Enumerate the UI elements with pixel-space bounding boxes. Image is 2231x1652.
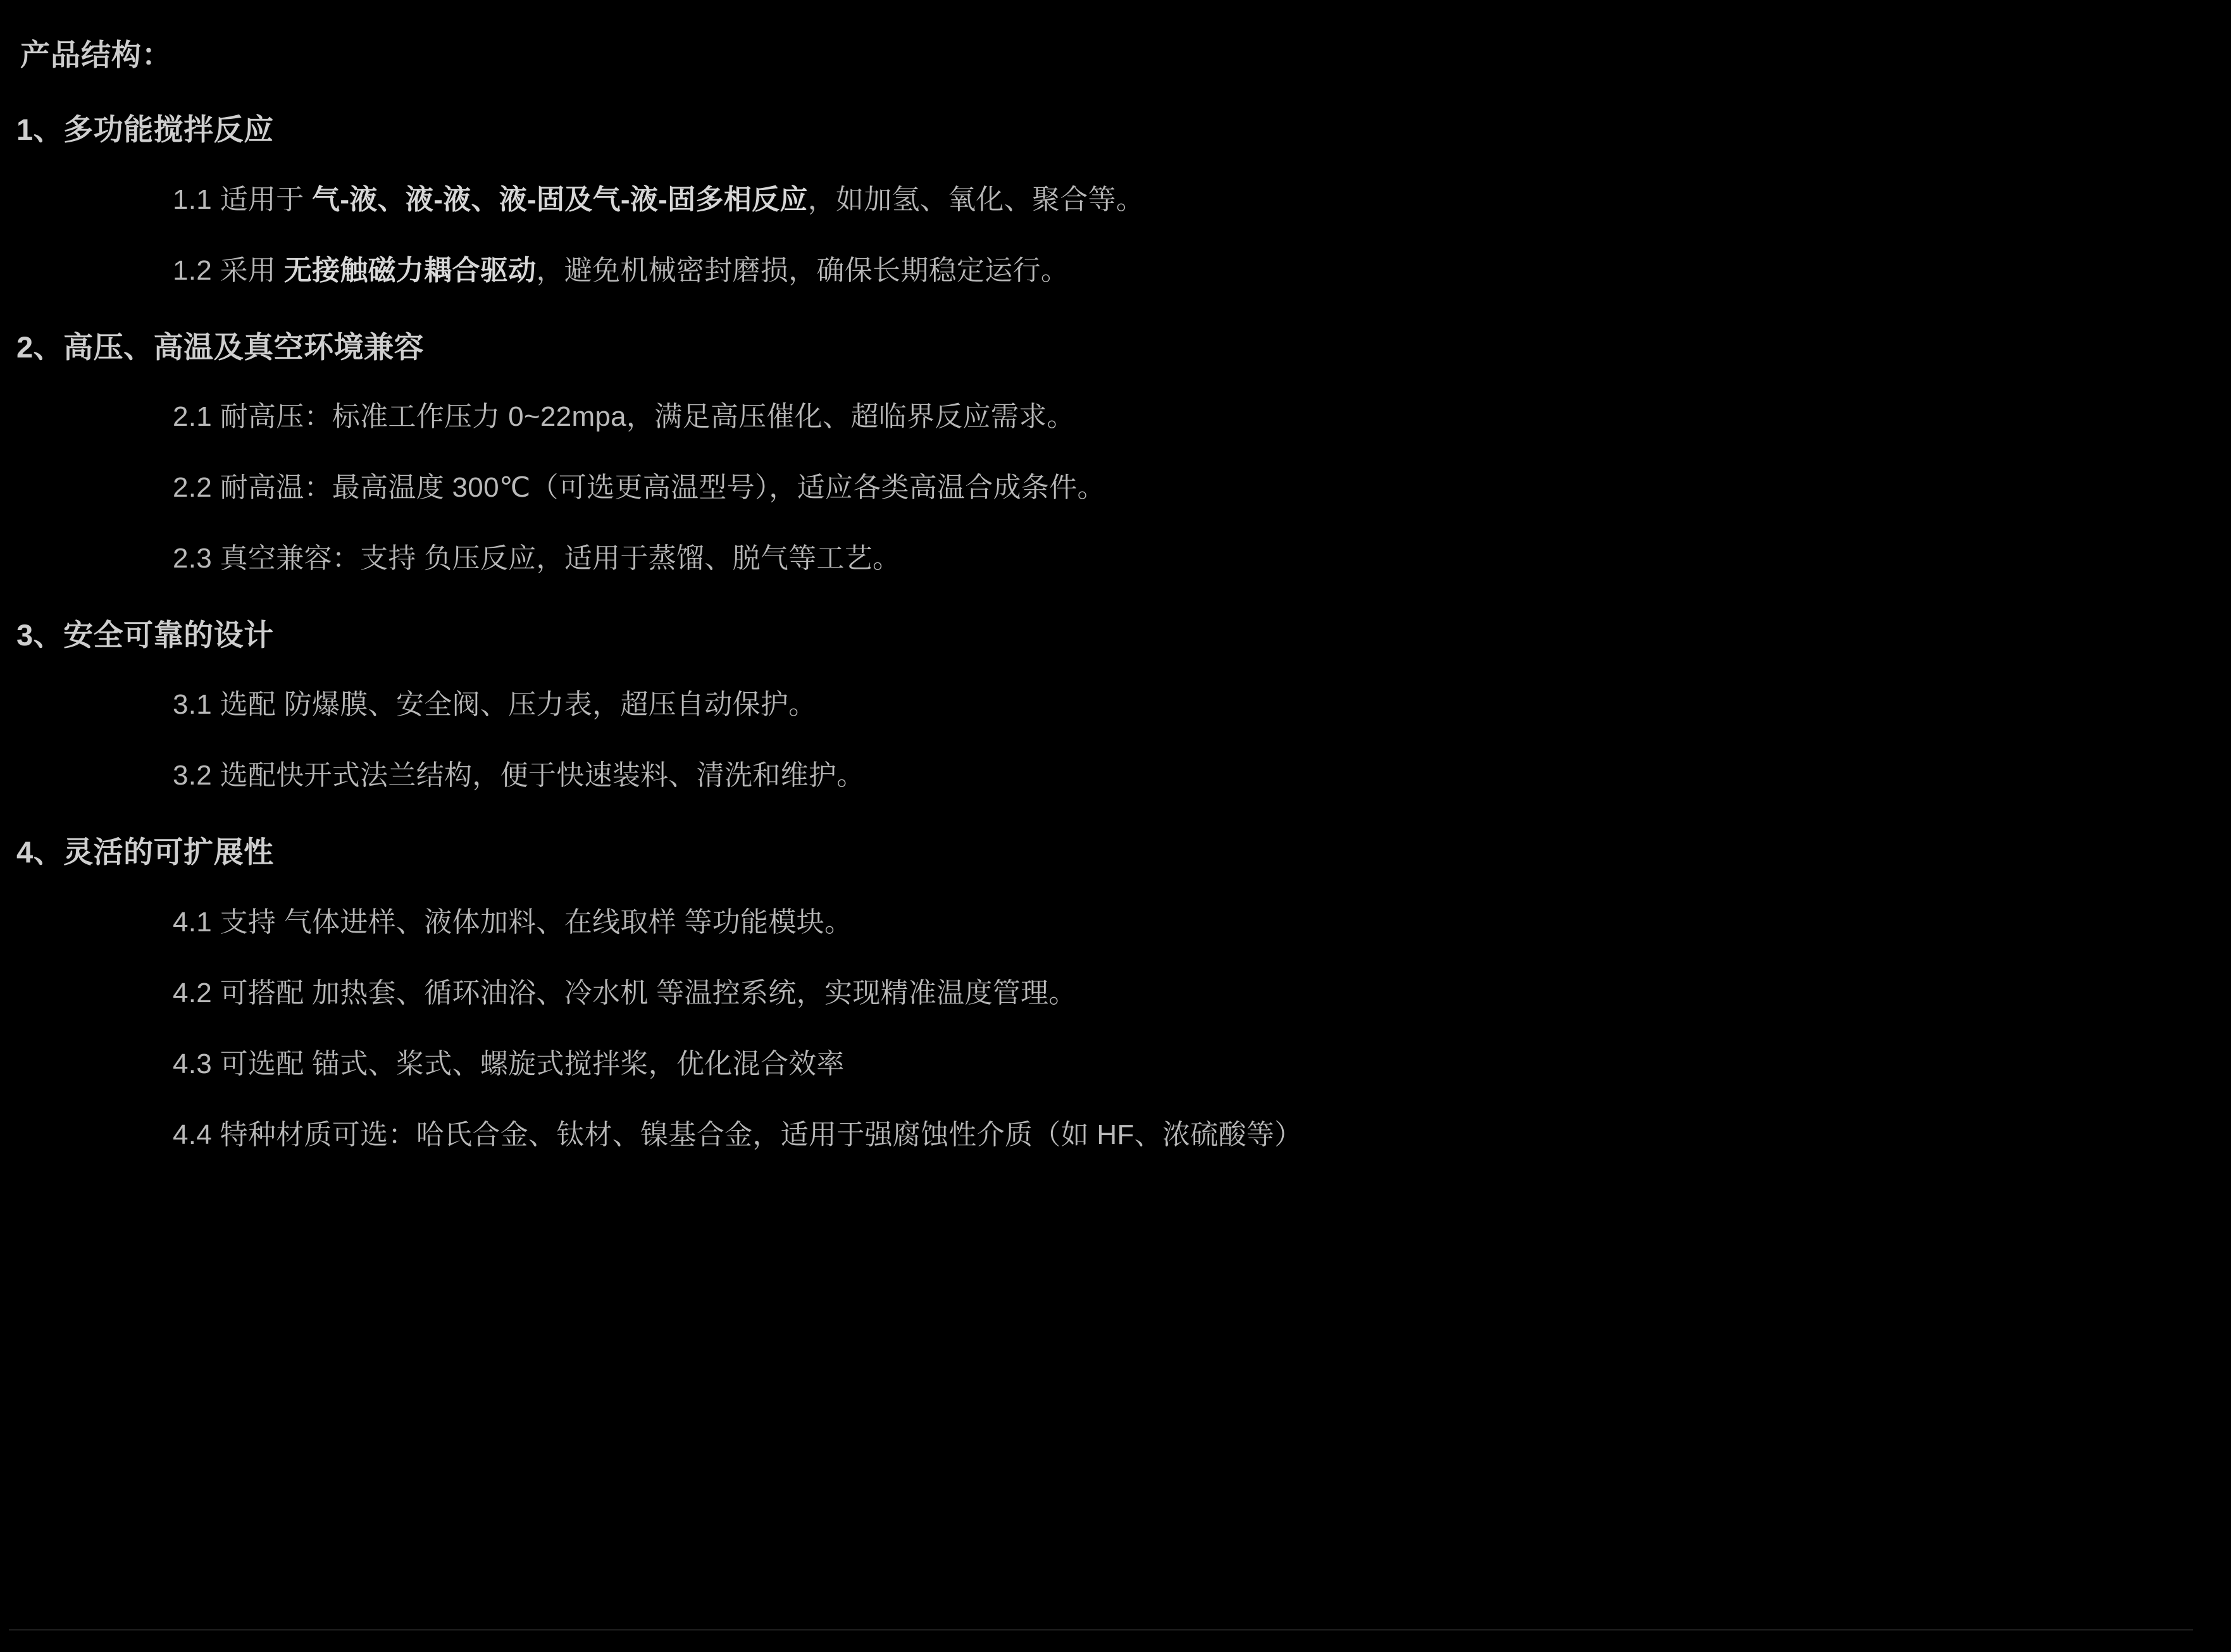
section-heading: 2、高压、高温及真空环境兼容	[16, 330, 425, 364]
item-text: 耐高温：最高温度 300℃（可选更高温型号），适应各类高温合成条件。	[220, 471, 1105, 503]
item-number: 4.4	[173, 1119, 213, 1150]
list-item	[173, 902, 2193, 943]
item-emphasis: 无接触磁力耦合驱动	[283, 254, 537, 286]
item-text: 耐高压：标准工作压力 0~22mpa，满足高压催化、超临界反应需求。	[220, 401, 1075, 432]
list-item	[173, 250, 2193, 292]
section-heading: 1、多功能搅拌反应	[16, 113, 274, 147]
item-number: 1.2	[173, 254, 213, 286]
section-heading: 4、灵活的可扩展性	[16, 835, 274, 869]
item-text: 采用	[220, 254, 284, 286]
item-text: 可搭配 加热套、循环油浴、冷水机 等温控系统，实现精准温度管理。	[220, 977, 1077, 1009]
item-number: 3.2	[173, 760, 213, 792]
item-text: 可选配 锚式、桨式、螺旋式搅拌桨，优化混合效率	[220, 1048, 845, 1079]
list-item	[173, 684, 2193, 726]
section-3	[11, 615, 2193, 797]
list-item	[173, 179, 2193, 221]
list-item	[173, 396, 2193, 438]
list-item	[173, 1043, 2193, 1085]
item-tail: ，避免机械密封磨损，确保长期稳定运行。	[536, 254, 1069, 286]
item-number: 4.3	[173, 1048, 213, 1079]
item-number: 4.1	[173, 906, 213, 938]
section-3-items	[11, 684, 2193, 797]
list-item	[173, 972, 2193, 1014]
item-text: 选配快开式法兰结构，便于快速装料、清洗和维护。	[220, 760, 865, 792]
section-2-items	[11, 396, 2193, 580]
item-text: 特种材质可选：哈氏合金、钛材、镍基合金，适用于强腐蚀性介质（如 HF、浓硫酸等）	[220, 1119, 1303, 1150]
page-title: 产品结构：	[20, 38, 172, 71]
item-number: 3.1	[173, 689, 213, 721]
item-tail: ，如加氢、氧化、聚合等。	[807, 183, 1145, 215]
item-text: 适用于	[220, 183, 313, 215]
list-item	[173, 538, 2193, 580]
item-emphasis: 气-液、液-液、液-固及气-液-固多相反应	[312, 183, 808, 215]
section-1	[11, 109, 2193, 291]
section-4-items	[11, 902, 2193, 1156]
item-number: 2.2	[173, 471, 213, 503]
item-text: 支持 气体进样、液体加料、在线取样 等功能模块。	[220, 906, 853, 938]
section-4	[11, 832, 2193, 1155]
item-number: 2.1	[173, 401, 213, 432]
item-number: 2.3	[173, 542, 213, 574]
item-number: 4.2	[173, 977, 213, 1009]
section-2	[11, 327, 2193, 580]
section-heading: 3、安全可靠的设计	[16, 618, 274, 652]
list-item	[173, 467, 2193, 509]
item-text: 选配 防爆膜、安全阀、压力表，超压自动保护。	[220, 689, 817, 721]
item-number: 1.1	[173, 183, 213, 215]
list-item	[173, 755, 2193, 797]
section-1-items	[11, 179, 2193, 292]
list-item	[173, 1114, 2193, 1156]
item-text: 真空兼容：支持 负压反应，适用于蒸馏、脱气等工艺。	[220, 542, 901, 574]
footer-divider	[9, 1629, 2193, 1630]
